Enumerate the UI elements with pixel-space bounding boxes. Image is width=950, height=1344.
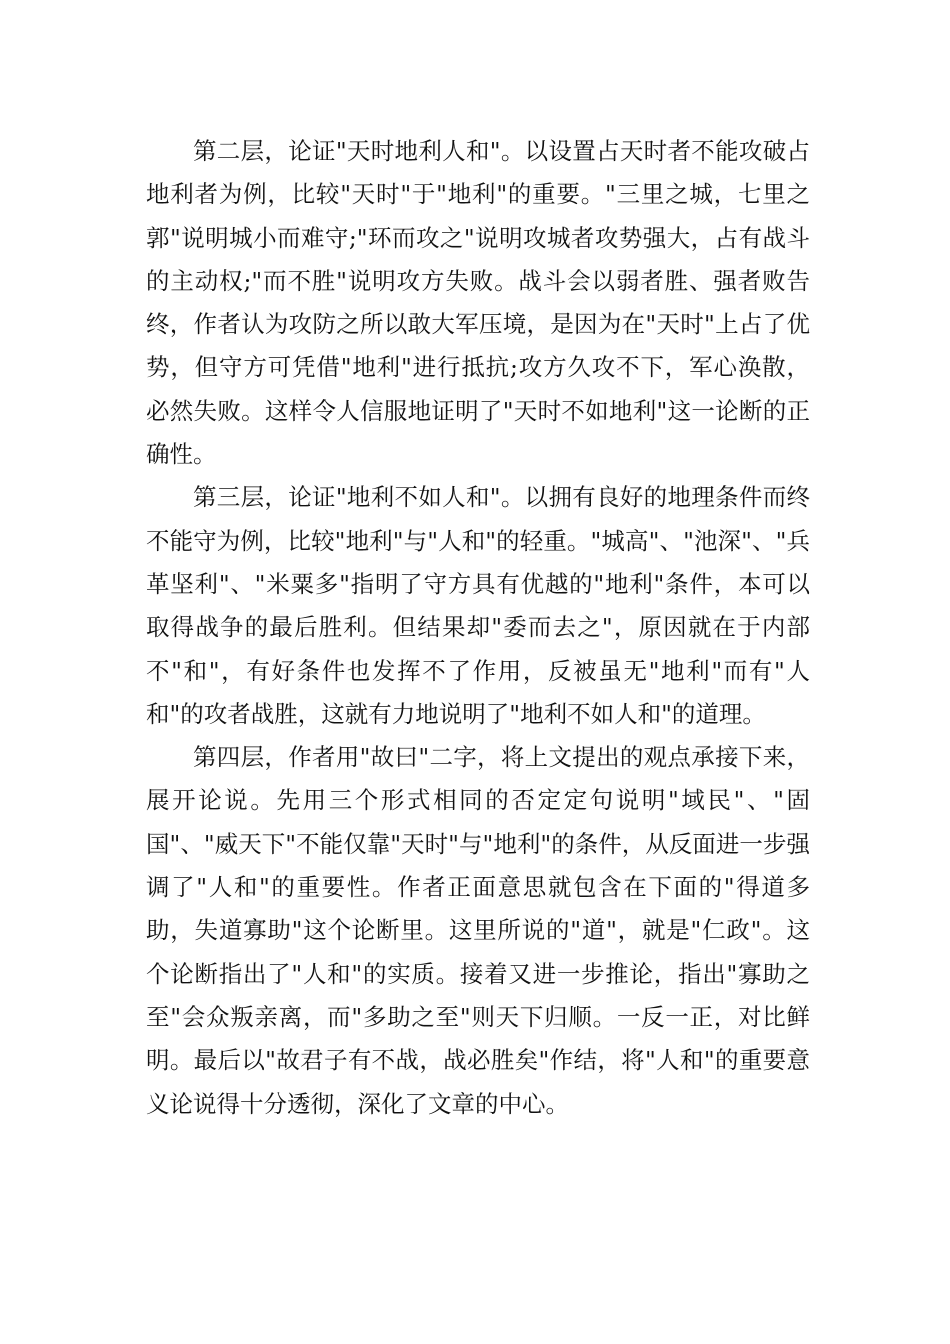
document-body bbox=[146, 130, 810, 1126]
paragraph-layer-two: 第二层，论证"天时地利人和"。以设置占天时者不能攻破占地利者为例，比较"天时"于"地利"的重要。"三里之城，七里之郭"说明城小而难守;"环而攻之"说明攻城者攻势强大，占有战斗的主动权;"而不胜"说明攻方失败。战斗会以弱者胜、强者败告终，作者认为攻防之所以敢大军压境，是因为在"天时"上占了优势，但守方可凭借"地利"进行抵抗;攻方久攻不下，军心涣散，必然失败。这样令人信服地证明了"天时不如地利"这一论断的正确性。 bbox=[146, 137, 810, 469]
paragraph-layer-four: 第四层，作者用"故曰"二字，将上文提出的观点承接下来，展开论说。先用三个形式相同的否定定句说明"域民"、"固国"、"威天下"不能仅靠"天时"与"地利"的条件，从反面进一步强调了"人和"的重要性。作者正面意思就包含在下面的"得道多助，失道寡助"这个论断里。这里所说的"道"，就是"仁政"。这个论断指出了"人和"的实质。接着又进一步推论，指出"寡助之至"会众叛亲离，而"多助之至"则天下归顺。一反一正，对比鲜明。最后以"故君子有不战，战必胜矣"作结，将"人和"的重要意义论说得十分透彻，深化了文章的中心。 bbox=[146, 743, 810, 1118]
paragraph-layer-three: 第三层，论证"地利不如人和"。以拥有良好的地理条件而终不能守为例，比较"地利"与"人和"的轻重。"城高"、"池深"、"兵革坚利"、"米粟多"指明了守方具有优越的"地利"条件，本可以取得战争的最后胜利。但结果却"委而去之"，原因就在于内部不"和"，有好条件也发挥不了作用，反被虽无"地利"而有"人和"的攻者战胜，这就有力地说明了"地利不如人和"的道理。 bbox=[146, 483, 810, 728]
